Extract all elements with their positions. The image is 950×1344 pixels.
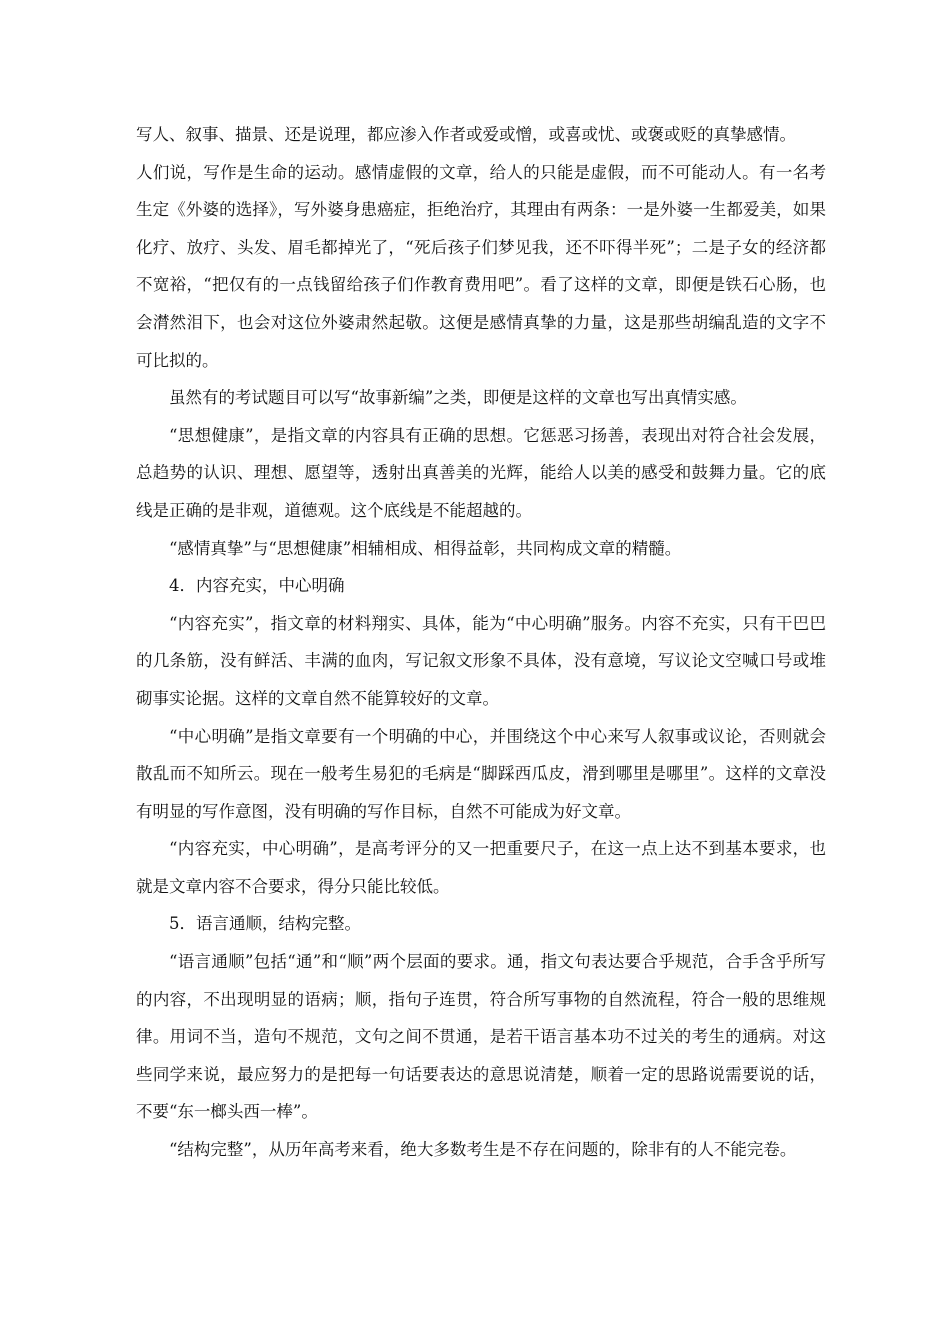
paragraph-11: “语言通顺”包括“通”和“顺”两个层面的要求。通，指文句表达要合乎规范，合手含乎所写的内容，不出现明显的语病；顺，指句子连贯，符合所写事物的自然流程，符合一般的思维规律。用词不当，造句不规范，文句之间不贯通，是若干语言基本功不过关的考生的通病。对这些同学来说，最应努力的是把每一句话要表达的意思说清楚，顺着一定的思路说需要说的话，不要“东一榔头西一棒”。 [136,952,826,1122]
paragraph-3: 虽然有的考试题目可以写“故事新编”之类，即便是这样的文章也写出真情实感。 [169,388,747,408]
paragraph-2: 人们说，写作是生命的运动。感情虚假的文章，给人的只能是虚假，而不可能动人。有一名考生定《外婆的选择》，写外婆身患癌症，拒绝治疗，其理由有两条：一是外婆一生都爱美，如果化疗、放疗、头发、眉毛都掉光了，“死后孩子们梦见我，还不吓得半死”；二是子女的经济都不宽裕，“把仅有的一点钱留给孩子们作教育费用吧”。看了这样的文章，即便是铁石心肠，也会潸然泪下，也会对这位外婆肃然起敬。这便是感情真挚的力量，这是那些胡编乱造的文字不可比拟的。 [136,162,826,370]
section-heading-4: 4．内容充实，中心明确 [169,576,345,596]
paragraph-5: “感情真挚”与“思想健康”相辅相成、相得益彰，共同构成文章的精髓。 [169,538,682,558]
paragraph-12: “结构完整”，从历年高考来看，绝大多数考生是不存在问题的，除非有的人不能完卷。 [169,1140,797,1160]
section-heading-5: 5．语言通顺，结构完整。 [169,914,361,934]
document-page [136,116,826,1169]
paragraph-8: “中心明确”是指文章要有一个明确的中心，并围绕这个中心来写人叙事或议论，否则就会散乱而不知所云。现在一般考生易犯的毛病是“脚踩西瓜皮，滑到哪里是哪里”。这样的文章没有明显的写作意图，没有明确的写作目标，自然不可能成为好文章。 [136,726,826,821]
paragraph-1: 写人、叙事、描景、还是说理，都应渗入作者或爱或憎，或喜或忧、或褒或贬的真挚感情。 [136,125,796,144]
paragraph-7: “内容充实”，指文章的材料翔实、具体，能为“中心明确”服务。内容不充实，只有干巴巴的几条筋，没有鲜活、丰满的血肉，写记叙文形象不具体，没有意境，写议论文空喊口号或堆砌事实论据。这样的文章自然不能算较好的文章。 [136,613,826,708]
paragraph-9: “内容充实，中心明确”，是高考评分的又一把重要尺子，在这一点上达不到基本要求，也就是文章内容不合要求，得分只能比较低。 [136,839,826,896]
paragraph-4: “思想健康”，是指文章的内容具有正确的思想。它惩恶习扬善，表现出对符合社会发展，总趋势的认识、理想、愿望等，透射出真善美的光辉，能给人以美的感受和鼓舞力量。它的底线是正确的是非观，道德观。这个底线是不能超越的。 [136,425,826,520]
